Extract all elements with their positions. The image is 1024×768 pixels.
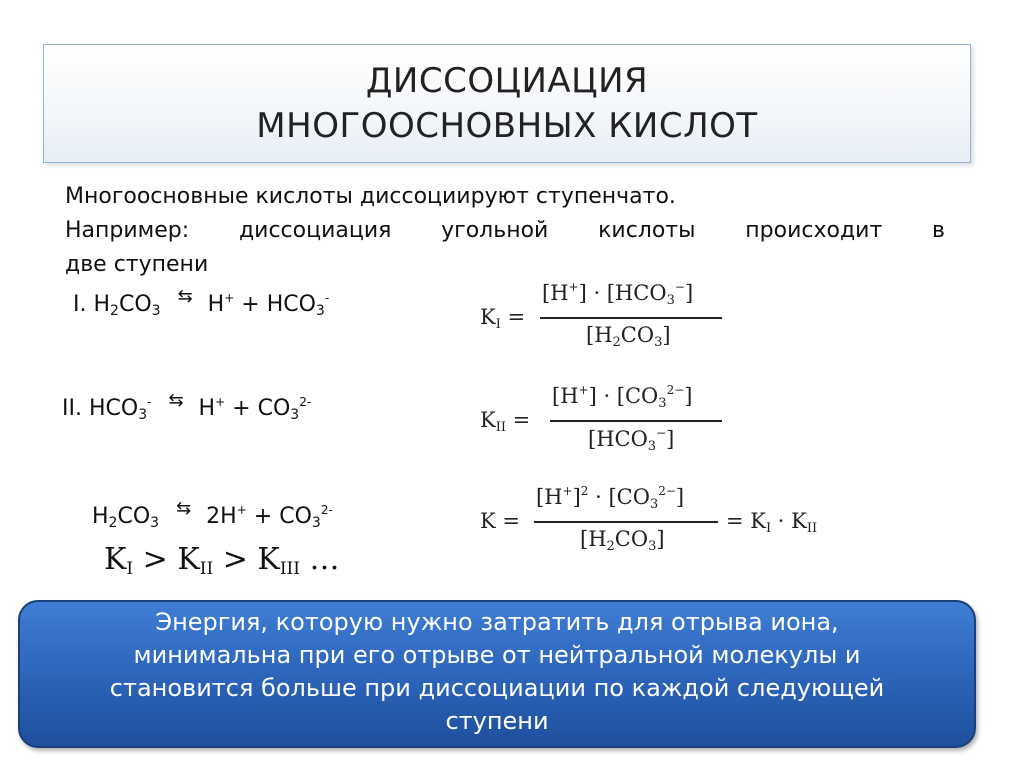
eq3-rhs-h-charge: + bbox=[236, 503, 247, 517]
eq1-rhs-h-charge: + bbox=[224, 291, 235, 305]
eq2-lhs-hco: II. HCO bbox=[62, 396, 139, 421]
eq3-rhs-co: + CO bbox=[253, 504, 312, 529]
formula-k1-lhs: $K_I$ = bbox=[480, 305, 526, 332]
formula-k2-denominator: $[HCO_3^-]$ bbox=[588, 426, 675, 454]
eq3-rhs-2h: 2H bbox=[206, 504, 237, 529]
eq1-lhs-sub: 2 bbox=[110, 303, 119, 319]
eq3-rhs-charge: 2- bbox=[320, 503, 333, 517]
eq2-rhs-charge: 2- bbox=[299, 395, 312, 409]
eq1-rhs-sub: 3 bbox=[315, 303, 325, 319]
fraction-bar bbox=[540, 317, 722, 319]
eq3-lhs-sub2: 3 bbox=[150, 515, 160, 531]
note-box bbox=[18, 600, 976, 748]
eq3-lhs-sub: 2 bbox=[108, 515, 118, 531]
eq1-rhs-hco: + HCO bbox=[241, 292, 316, 317]
equilibrium-arrow-icon: ⇆ bbox=[176, 498, 192, 519]
intro-line-3: две ступени bbox=[65, 252, 209, 277]
formula-k-numerator: $[H^+]^2 \cdot [CO_3^{2-}]$ bbox=[536, 484, 685, 512]
eq1-lhs-h: I. H bbox=[73, 292, 111, 317]
title-line-2: МНОГООСНОВНЫХ КИСЛОТ bbox=[256, 106, 758, 146]
formula-k-product: = $K_I \cdot K_{II}$ bbox=[726, 509, 818, 536]
eq1-rhs-h: H bbox=[207, 292, 225, 317]
intro-line-1: Многоосновные кислоты диссоциируют ступенчато. bbox=[65, 184, 676, 209]
formula-k1-numerator: $[H^+] \cdot [HCO_3^-]$ bbox=[542, 280, 694, 308]
intro-line-2: Например: диссоциация угольной кислоты происходит в bbox=[65, 218, 945, 243]
eq2-lhs-charge: - bbox=[147, 395, 152, 409]
eq2-rhs-co: + CO bbox=[232, 396, 291, 421]
eq2-rhs-h: H bbox=[198, 396, 216, 421]
eq2-lhs-sub: 3 bbox=[138, 407, 148, 423]
eq2-rhs-h-charge: + bbox=[215, 395, 226, 409]
equation-overall bbox=[92, 498, 333, 531]
formula-k2-lhs: $K_{II}$ = bbox=[480, 408, 531, 435]
equation-step-1 bbox=[73, 286, 330, 319]
eq3-lhs-h: H bbox=[92, 504, 109, 529]
note-line-3: становится больше при диссоциации по каждой следующей bbox=[109, 674, 885, 702]
eq1-lhs-co: CO bbox=[118, 292, 152, 317]
eq3-lhs-co: CO bbox=[117, 504, 151, 529]
eq1-rhs-charge: - bbox=[324, 291, 330, 305]
title-box bbox=[43, 44, 971, 163]
eq1-lhs-sub2: 3 bbox=[151, 303, 161, 319]
equilibrium-arrow-icon: ⇆ bbox=[177, 286, 193, 307]
note-line-4: ступени bbox=[445, 707, 549, 735]
eq2-rhs-sub: 3 bbox=[290, 407, 300, 423]
fraction-bar bbox=[534, 521, 718, 523]
note-line-2: минимальна при его отрыве от нейтральной молекулы и bbox=[133, 641, 861, 669]
formula-k2-numerator: $[H^+] \cdot [CO_3^{2-}]$ bbox=[552, 383, 693, 411]
constants-inequality: $K_I > K_{II} > K_{III}$ … bbox=[104, 542, 340, 579]
eq3-rhs-sub: 3 bbox=[311, 515, 321, 531]
note-line-1: Энергия, которую нужно затратить для отрыва иона, bbox=[155, 608, 839, 636]
equation-step-2 bbox=[62, 390, 312, 423]
title-line-1: ДИССОЦИАЦИЯ bbox=[365, 61, 649, 101]
fraction-bar bbox=[550, 420, 722, 422]
formula-k-denominator: $[H_2CO_3]$ bbox=[580, 527, 665, 554]
equilibrium-arrow-icon: ⇆ bbox=[168, 390, 184, 411]
formula-k1-denominator: $[H_2CO_3]$ bbox=[586, 323, 671, 350]
formula-k-lhs: K = bbox=[480, 509, 520, 533]
